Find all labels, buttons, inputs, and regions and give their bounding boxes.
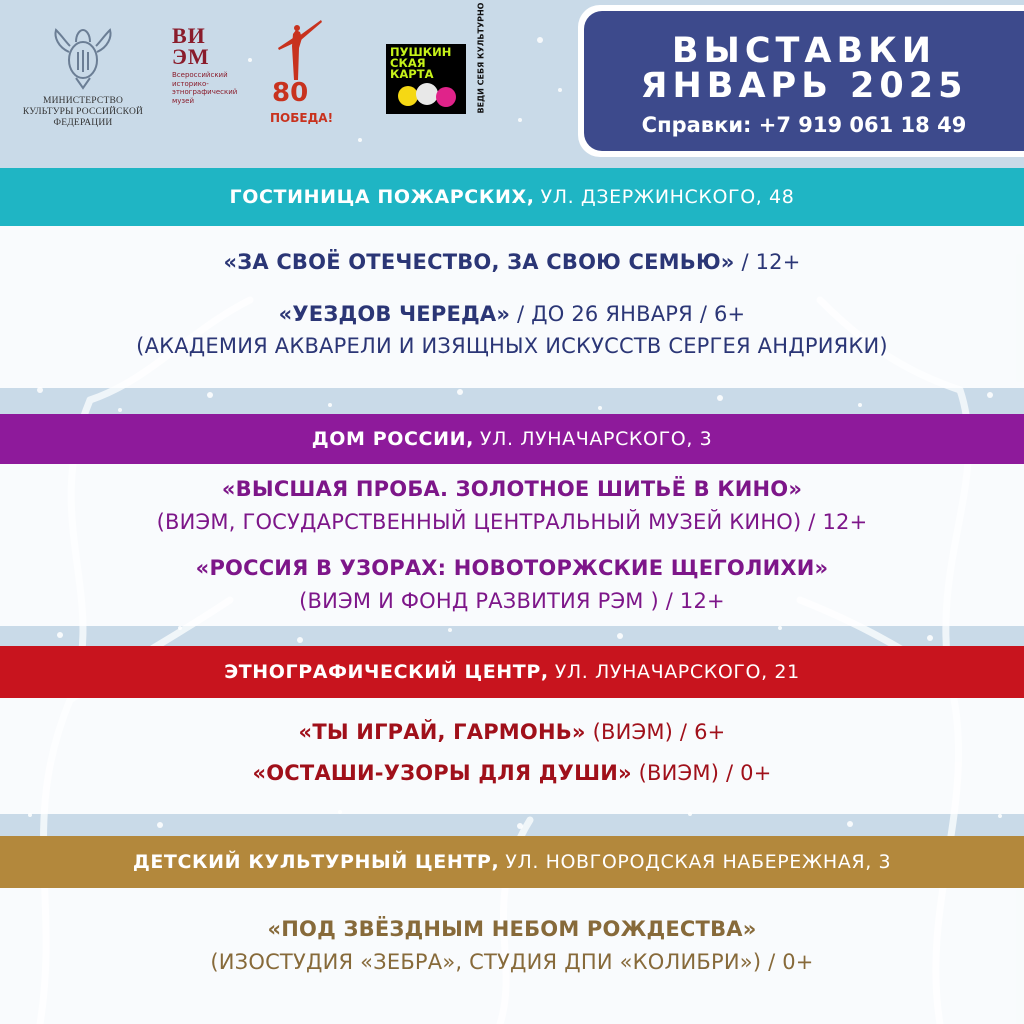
exhibit-item xyxy=(0,250,1024,274)
exhibit-note: (ВИЭМ, ГОСУДАРСТВЕННЫЙ ЦЕНТРАЛЬНЫЙ МУЗЕЙ КИНО) / 12+ xyxy=(156,510,868,534)
phone-info[interactable]: Справки: +7 919 061 18 49 xyxy=(641,113,967,137)
venue-name: ДЕТСКИЙ КУЛЬТУРНЫЙ ЦЕНТР, xyxy=(132,851,500,873)
venue-name: ГОСТИНИЦА ПОЖАРСКИХ, xyxy=(229,186,535,208)
viem-caption: Всероссийский историко-этнографический музей xyxy=(172,71,238,105)
venue-band-2 xyxy=(0,414,1024,464)
pushkin-card-logo xyxy=(386,44,466,114)
exhibit-title: «ПОД ЗВЁЗДНЫМ НЕБОМ РОЖДЕСТВА» xyxy=(267,917,757,941)
exhibit-details: (ВИЭМ) / 0+ xyxy=(631,761,772,785)
exhibit-item xyxy=(0,302,1024,326)
exhibit-title: «ТЫ ИГРАЙ, ГАРМОНЬ» xyxy=(298,720,586,744)
viem-logo xyxy=(172,25,247,105)
logo-strip xyxy=(0,0,575,160)
exhibit-details: (ВИЭМ) / 6+ xyxy=(585,720,726,744)
exhibit-title: «УЕЗДОВ ЧЕРЕДА» xyxy=(278,302,511,326)
pushkin-slogan-text: ВЕДИ СЕБЯ КУЛЬТУРНО xyxy=(476,2,486,114)
exhibit-item xyxy=(0,761,1024,785)
exhibit-item xyxy=(0,720,1024,744)
venue-band-4 xyxy=(0,836,1024,888)
eagle-emblem-icon xyxy=(48,22,118,92)
exhibit-title: «РОССИЯ В УЗОРАХ: НОВОТОРЖСКИЕ ЩЕГОЛИХИ» xyxy=(195,556,829,580)
ministry-of-culture-logo xyxy=(18,22,148,129)
exhibit-note: (ВИЭМ И ФОНД РАЗВИТИЯ РЭМ ) / 12+ xyxy=(299,589,725,613)
pushkin-slogan xyxy=(468,2,492,118)
motherland-statue-icon xyxy=(266,18,326,80)
venue-panel-3 xyxy=(0,698,1024,814)
venue-address: УЛ. ЛУНАЧАРСКОГО, 21 xyxy=(554,661,800,683)
exhibit-item xyxy=(0,917,1024,941)
title-panel xyxy=(584,11,1024,151)
pushkin-portraits-icon xyxy=(394,82,460,112)
exhibit-title: «ЗА СВОЁ ОТЕЧЕСТВО, ЗА СВОЮ СЕМЬЮ» xyxy=(223,250,735,274)
exhibit-item xyxy=(0,477,1024,501)
victory-80-number: 80 xyxy=(272,78,309,108)
exhibit-details: / ДО 26 ЯНВАРЯ / 6+ xyxy=(510,302,746,326)
exhibit-note: (АКАДЕМИЯ АКВАРЕЛИ И ИЗЯЩНЫХ ИСКУССТВ СЕРГЕЯ АНДРИЯКИ) xyxy=(136,334,888,358)
exhibit-title: «ВЫСШАЯ ПРОБА. ЗОЛОТНОЕ ШИТЬЁ В КИНО» xyxy=(221,477,803,501)
pushkin-card-text: ПУШКИН СКАЯ КАРТА xyxy=(390,45,452,81)
exhibit-note: (ИЗОСТУДИЯ «ЗЕБРА», СТУДИЯ ДПИ «КОЛИБРИ») / 0+ xyxy=(210,950,814,974)
venue-name: ДОМ РОССИИ, xyxy=(311,428,474,450)
viem-mark-bottom: ЭМ xyxy=(172,44,210,69)
victory-80-logo xyxy=(266,18,334,128)
exhibit-item xyxy=(0,556,1024,580)
venue-band-3 xyxy=(0,646,1024,698)
exhibit-details: / 12+ xyxy=(734,250,801,274)
victory-caption: ПОБЕДА! xyxy=(270,111,334,125)
title-line-2: ЯНВАРЬ 2025 xyxy=(640,66,968,106)
venue-band-1 xyxy=(0,168,1024,226)
venue-address: УЛ. НОВГОРОДСКАЯ НАБЕРЕЖНАЯ, 3 xyxy=(505,851,892,873)
venue-name: ЭТНОГРАФИЧЕСКИЙ ЦЕНТР, xyxy=(224,661,549,683)
exhibit-title: «ОСТАШИ-УЗОРЫ ДЛЯ ДУШИ» xyxy=(252,761,632,785)
venue-address: УЛ. ЛУНАЧАРСКОГО, 3 xyxy=(479,428,713,450)
title-line-1: ВЫСТАВКИ xyxy=(671,31,937,71)
venue-address: УЛ. ДЗЕРЖИНСКОГО, 48 xyxy=(540,186,795,208)
ministry-caption: МИНИСТЕРСТВО КУЛЬТУРЫ РОССИЙСКОЙ ФЕДЕРАЦИИ xyxy=(22,96,144,128)
viem-mark-top: ВИ xyxy=(172,23,206,48)
